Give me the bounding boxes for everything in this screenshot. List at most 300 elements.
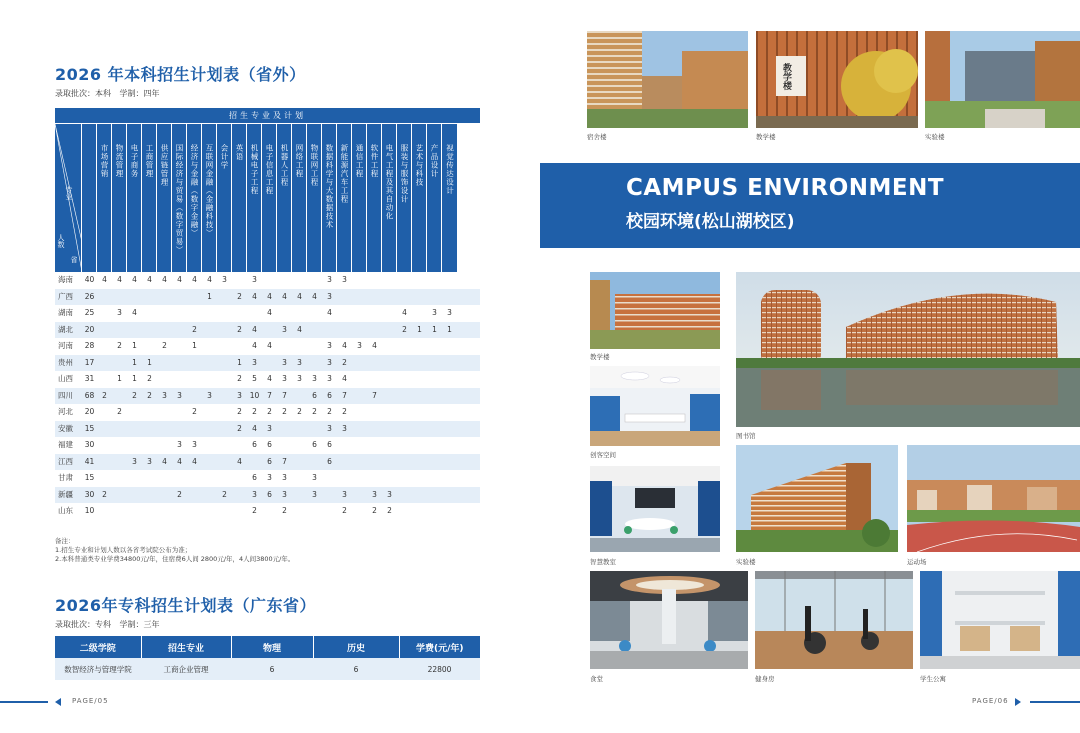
total-cell: 30 [84, 440, 95, 449]
quota-cell: 4 [342, 341, 347, 350]
quota-cell [382, 454, 397, 471]
quota-cell: 4 [297, 291, 302, 301]
quota-cell [442, 470, 457, 487]
quota-cell: 2 [237, 291, 242, 301]
quota-cell [397, 371, 412, 388]
quota-cell: 2 [237, 324, 242, 334]
quota-cell [367, 305, 382, 322]
quota-cell: 3 [192, 440, 197, 449]
quota-cell: 2 [147, 374, 152, 383]
major-column-header [217, 124, 232, 272]
prev-arrow-icon[interactable] [55, 698, 61, 706]
quota-cell: 2 [192, 407, 197, 416]
province-cell: 湖北 [58, 324, 73, 334]
quota-cell [322, 322, 337, 339]
quota-cell: 3 [372, 489, 377, 499]
province-cell: 湖南 [58, 308, 73, 317]
quota-cell: 1 [132, 374, 137, 383]
quota-cell: 4 [312, 291, 317, 301]
quota-cell: 3 [282, 324, 287, 334]
major-column-header [127, 124, 142, 272]
quota-cell: 1 [417, 324, 422, 334]
major-name: 艺术与科技 [414, 144, 424, 187]
quota-cell: 3 [327, 423, 332, 433]
major-name: 新能源汽车工程 [339, 144, 349, 204]
quota-cell: 2 [117, 407, 122, 416]
undergrad-plan-table [55, 108, 480, 520]
quota-cell [217, 421, 232, 438]
quota-cell: 7 [282, 456, 287, 466]
zk-col-physics: 物理 [231, 636, 313, 658]
quota-cell [127, 503, 142, 520]
quota-cell [97, 503, 112, 520]
quota-cell [397, 355, 412, 372]
quota-cell [232, 503, 247, 520]
table-row [55, 355, 480, 372]
major-column-header [247, 124, 262, 272]
quota-cell: 3 [282, 357, 287, 367]
photo-caption: 运动场 [907, 558, 927, 566]
quota-cell: 3 [357, 341, 362, 350]
quota-cell [427, 503, 442, 520]
undergrad-plan-subtitle [55, 88, 166, 99]
province-cell: 甘肃 [58, 473, 73, 482]
quota-cell [307, 305, 322, 322]
quota-cell: 3 [282, 374, 287, 383]
table-row [55, 487, 480, 504]
table-row [55, 503, 480, 520]
quota-cell: 4 [192, 275, 197, 284]
quota-cell [112, 503, 127, 520]
quota-cell [292, 470, 307, 487]
quota-cell [352, 388, 367, 405]
quota-cell [142, 322, 157, 339]
quota-cell [172, 421, 187, 438]
undergrad-plan-title: 2026 年本科招生计划表（省外） [55, 65, 306, 84]
table-row [55, 404, 480, 421]
quota-cell [172, 503, 187, 520]
quota-cell [97, 404, 112, 421]
major-name: 网络工程 [294, 144, 304, 178]
smart-classroom-photo [590, 466, 720, 552]
quota-cell [412, 503, 427, 520]
quota-cell: 1 [192, 341, 197, 350]
quota-cell [172, 289, 187, 306]
quota-cell [217, 470, 232, 487]
quota-cell [157, 371, 172, 388]
major-name: 电子信息工程 [264, 144, 274, 195]
major-name: 会计学 [219, 144, 229, 170]
quota-cell: 4 [132, 308, 137, 317]
quota-cell [352, 454, 367, 471]
province-cell: 江西 [58, 456, 73, 466]
province-cell: 山东 [58, 506, 73, 515]
major-column-header [142, 124, 157, 272]
quota-cell [307, 338, 322, 355]
quota-cell [217, 322, 232, 339]
quota-cell [112, 355, 127, 372]
quota-cell [352, 305, 367, 322]
major-column-header [277, 124, 292, 272]
quota-cell [367, 289, 382, 306]
quota-cell [292, 388, 307, 405]
quota-cell [382, 355, 397, 372]
quota-cell: 2 [402, 324, 407, 334]
plan-column-headers [55, 124, 480, 272]
quota-cell [232, 470, 247, 487]
major-column-header [262, 124, 277, 272]
quota-cell [397, 454, 412, 471]
quota-cell: 2 [267, 407, 272, 416]
province-cell: 海南 [58, 275, 73, 284]
quota-cell [352, 487, 367, 504]
total-cell: 20 [84, 407, 95, 416]
quota-cell: 6 [312, 390, 317, 400]
junior-college-plan-table [55, 636, 480, 680]
quota-cell: 2 [237, 423, 242, 433]
major-name: 物流管理 [114, 144, 124, 178]
quota-cell [142, 404, 157, 421]
quota-cell [202, 487, 217, 504]
quota-cell [202, 305, 217, 322]
quota-cell [382, 437, 397, 454]
quota-cell [112, 388, 127, 405]
quota-cell [157, 503, 172, 520]
quota-cell [247, 454, 262, 471]
zk-cell: 数智经济与管理学院 [55, 658, 141, 680]
quota-cell [427, 371, 442, 388]
quota-cell [172, 470, 187, 487]
quota-cell: 4 [372, 341, 377, 350]
quota-cell [277, 421, 292, 438]
lab-building-photo [736, 445, 898, 552]
quota-cell: 3 [207, 390, 212, 400]
quota-cell [97, 437, 112, 454]
major-name: 视觉传达设计 [445, 144, 455, 195]
quota-cell: 4 [267, 308, 272, 317]
quota-cell [397, 470, 412, 487]
quota-cell [142, 289, 157, 306]
quota-cell [112, 289, 127, 306]
quota-cell [217, 454, 232, 471]
quota-cell [442, 437, 457, 454]
major-column-header [397, 124, 412, 272]
major-name: 软件工程 [369, 144, 379, 178]
major-name: 通信工程 [354, 144, 364, 178]
major-name: 市场营销 [99, 144, 109, 178]
quota-cell: 2 [102, 390, 107, 400]
province-cell: 新疆 [58, 489, 73, 499]
quota-cell [202, 355, 217, 372]
quota-cell [172, 338, 187, 355]
page-number: PAGE/06 [972, 697, 1009, 705]
quota-cell: 3 [117, 308, 122, 317]
quota-cell: 3 [327, 291, 332, 301]
quota-cell: 2 [327, 407, 332, 416]
quota-cell [307, 272, 322, 289]
quota-cell [442, 388, 457, 405]
photo-caption: 教学楼 [590, 353, 610, 361]
province-cell: 河南 [58, 341, 73, 350]
quota-cell [397, 421, 412, 438]
quota-cell: 1 [147, 357, 152, 367]
study-duration: 学制：四年 [119, 89, 160, 98]
quota-cell [427, 355, 442, 372]
quota-cell [217, 404, 232, 421]
quota-cell: 3 [132, 456, 137, 466]
quota-cell: 2 [177, 489, 182, 499]
quota-cell [157, 322, 172, 339]
total-cell: 20 [84, 324, 95, 334]
quota-cell [277, 272, 292, 289]
quota-cell: 3 [297, 374, 302, 383]
quota-cell [202, 437, 217, 454]
quota-cell [187, 503, 202, 520]
campus-environment-banner [540, 163, 1080, 248]
diag-count-label: 人数 [57, 234, 65, 248]
quota-cell [412, 371, 427, 388]
quota-cell: 4 [297, 324, 302, 334]
quota-cell [412, 487, 427, 504]
quota-cell [442, 371, 457, 388]
quota-cell: 1 [447, 324, 452, 334]
quota-cell [112, 487, 127, 504]
quota-cell [112, 437, 127, 454]
photo-caption: 创客空间 [590, 451, 616, 459]
quota-cell: 4 [267, 341, 272, 350]
photo-caption: 实验楼 [925, 133, 945, 141]
quota-cell [157, 404, 172, 421]
quota-cell [412, 272, 427, 289]
quota-cell [97, 355, 112, 372]
quota-cell [307, 421, 322, 438]
quota-cell: 3 [312, 374, 317, 383]
quota-cell [382, 470, 397, 487]
major-name: 数据科学与大数据技术 [324, 144, 334, 229]
quota-cell: 2 [297, 407, 302, 416]
next-arrow-icon[interactable] [1015, 698, 1021, 706]
quota-cell [172, 404, 187, 421]
major-column-header [322, 124, 337, 272]
major-column-header [292, 124, 307, 272]
quota-cell [352, 272, 367, 289]
quota-cell: 3 [342, 489, 347, 499]
province-cell: 贵州 [58, 357, 73, 367]
quota-cell [217, 355, 232, 372]
quota-cell [382, 338, 397, 355]
quota-cell: 7 [282, 390, 287, 400]
diag-major-label: 专业 [65, 186, 73, 200]
major-column-header [157, 124, 172, 272]
quota-cell [397, 338, 412, 355]
quota-cell [232, 338, 247, 355]
quota-cell: 4 [252, 291, 257, 301]
plan-table-body [55, 272, 480, 520]
quota-cell [352, 355, 367, 372]
admission-batch: 录取批次：专科 [55, 620, 111, 629]
quota-cell [157, 437, 172, 454]
teaching-building-photo [756, 31, 918, 128]
quota-cell [127, 437, 142, 454]
student-apartment-photo [920, 571, 1080, 669]
quota-cell [397, 289, 412, 306]
quota-cell: 4 [132, 275, 137, 284]
quota-cell: 2 [252, 407, 257, 416]
major-name: 英语 [234, 144, 244, 161]
quota-cell [217, 503, 232, 520]
province-cell: 广西 [58, 291, 73, 301]
quota-cell [217, 305, 232, 322]
quota-cell: 10 [249, 390, 260, 400]
quota-cell: 4 [102, 275, 107, 284]
photo-caption: 教学楼 [756, 133, 776, 141]
quota-cell [277, 305, 292, 322]
quota-cell: 6 [252, 440, 257, 449]
plan-header-bar: 招生专业及计划 [55, 108, 480, 124]
major-column-header [367, 124, 382, 272]
quota-cell: 2 [312, 407, 317, 416]
quota-cell [427, 421, 442, 438]
quota-cell [292, 421, 307, 438]
quota-cell [217, 289, 232, 306]
quota-cell [187, 421, 202, 438]
quota-cell [427, 437, 442, 454]
zk-col-history: 历史 [313, 636, 399, 658]
quota-cell: 2 [222, 489, 227, 499]
quota-cell: 2 [102, 489, 107, 499]
quota-cell [202, 421, 217, 438]
zk-header-row [55, 636, 480, 658]
zk-cell: 6 [231, 658, 313, 680]
quota-cell [352, 503, 367, 520]
major-column-header [112, 124, 127, 272]
major-name: 工商管理 [144, 144, 154, 178]
quota-cell [112, 322, 127, 339]
quota-cell [337, 305, 352, 322]
major-name: 产品设计 [429, 144, 439, 178]
quota-cell [397, 503, 412, 520]
quota-cell [442, 421, 457, 438]
quota-cell [202, 404, 217, 421]
quota-cell [217, 437, 232, 454]
quota-cell: 3 [252, 489, 257, 499]
quota-cell [367, 371, 382, 388]
quota-cell [172, 355, 187, 372]
maker-space-photo [590, 366, 720, 446]
quota-cell [157, 289, 172, 306]
major-column-header [337, 124, 352, 272]
quota-cell [292, 305, 307, 322]
quota-cell [382, 371, 397, 388]
junior-college-plan-subtitle [55, 619, 166, 630]
quota-cell [352, 289, 367, 306]
quota-cell: 2 [282, 506, 287, 515]
quota-cell [397, 272, 412, 289]
banner-title-en: CAMPUS ENVIRONMENT [626, 175, 945, 201]
quota-cell [217, 338, 232, 355]
diagonal-header-cell [55, 124, 82, 272]
quota-cell: 1 [132, 341, 137, 350]
quota-cell [202, 338, 217, 355]
quota-cell [382, 388, 397, 405]
quota-cell [142, 338, 157, 355]
quota-cell [352, 470, 367, 487]
total-cell: 10 [84, 506, 95, 515]
quota-cell [367, 355, 382, 372]
quota-cell [202, 322, 217, 339]
quota-cell: 4 [342, 374, 347, 383]
quota-cell [142, 437, 157, 454]
quota-cell [337, 454, 352, 471]
canteen-photo [590, 571, 748, 669]
quota-cell [427, 404, 442, 421]
quota-cell [397, 437, 412, 454]
quota-cell [157, 305, 172, 322]
total-cell: 15 [84, 473, 95, 482]
quota-cell [412, 437, 427, 454]
quota-cell: 2 [237, 407, 242, 416]
quota-cell [202, 454, 217, 471]
quota-cell: 3 [327, 275, 332, 284]
zk-col-major: 招生专业 [141, 636, 231, 658]
quota-cell [112, 454, 127, 471]
quota-cell [112, 421, 127, 438]
quota-cell: 3 [252, 357, 257, 367]
quota-cell [97, 289, 112, 306]
quota-cell [187, 289, 202, 306]
province-cell: 安徽 [58, 423, 73, 433]
quota-cell: 2 [237, 374, 242, 383]
quota-cell: 3 [342, 275, 347, 284]
junior-college-plan-title: 2026年专科招生计划表（广东省） [55, 596, 317, 615]
quota-cell [382, 272, 397, 289]
table-row [55, 338, 480, 355]
note-line: 备注： [55, 537, 75, 545]
province-cell: 河北 [58, 407, 73, 416]
quota-cell [337, 289, 352, 306]
quota-cell: 4 [282, 291, 287, 301]
quota-cell [397, 388, 412, 405]
quota-cell: 3 [267, 473, 272, 482]
quota-cell: 3 [147, 456, 152, 466]
quota-cell: 6 [267, 456, 272, 466]
quota-cell: 4 [267, 374, 272, 383]
quota-cell: 4 [177, 275, 182, 284]
quota-cell [292, 454, 307, 471]
zk-cell: 6 [313, 658, 399, 680]
quota-cell [412, 305, 427, 322]
photo-caption: 实验楼 [736, 558, 756, 566]
table-row [55, 454, 480, 471]
province-cell: 山西 [58, 374, 73, 383]
quota-cell: 3 [222, 275, 227, 284]
note-line: 2.本科普通类专业学费34800元/年，住宿费6人间 2800元/年，4人间3800元/年。 [55, 555, 295, 563]
page-number: PAGE/05 [72, 697, 109, 705]
quota-cell [382, 404, 397, 421]
zk-col-college: 二级学院 [55, 636, 141, 658]
quota-cell [202, 371, 217, 388]
total-cell: 28 [84, 341, 95, 350]
note-line: 1.招生专业和计划人数以各省考试院公布为准； [55, 546, 192, 554]
quota-cell [367, 322, 382, 339]
photo-caption: 学生公寓 [920, 675, 946, 683]
quota-cell: 3 [387, 489, 392, 499]
quota-cell [322, 470, 337, 487]
quota-cell: 4 [207, 275, 212, 284]
quota-cell [337, 437, 352, 454]
quota-cell [442, 454, 457, 471]
table-row [55, 470, 480, 487]
